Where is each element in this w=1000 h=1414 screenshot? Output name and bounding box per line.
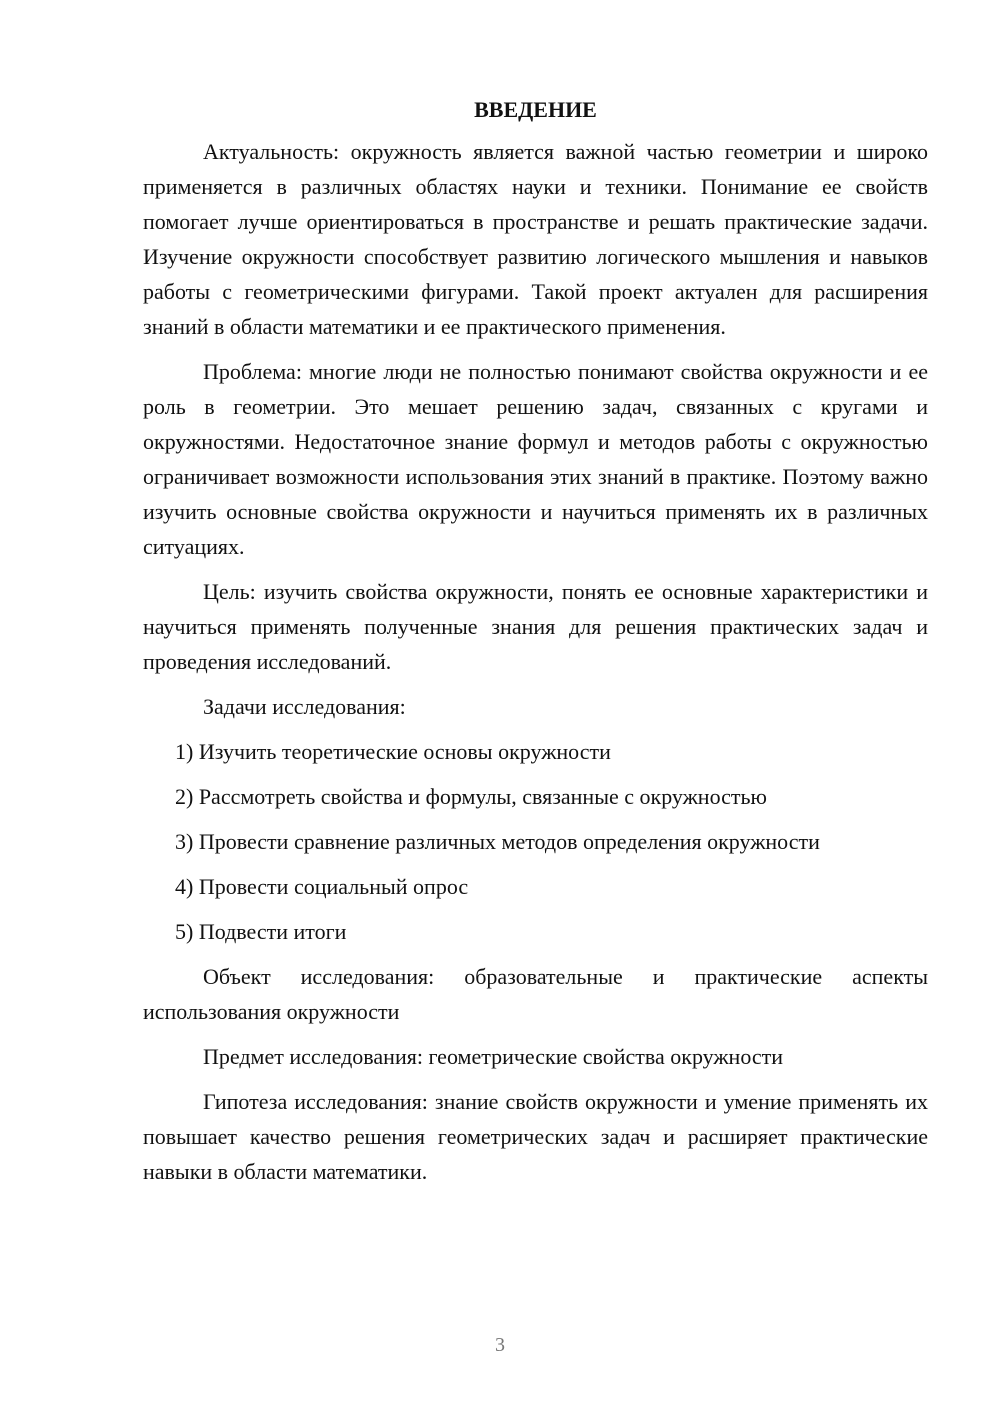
tasks-list (143, 734, 928, 949)
task-item: 5) Подвести итоги (175, 919, 347, 944)
paragraph-goal: Цель: изучить свойства окружности, понять ее основные характеристики и научиться применять полученные знания для решения практических задач и проведения исследований. (143, 579, 928, 674)
task-item: 3) Провести сравнение различных методов определения окружности (175, 829, 820, 854)
task-item: 1) Изучить теоретические основы окружности (175, 739, 611, 764)
task-item: 4) Провести социальный опрос (175, 874, 469, 899)
tasks-heading: Задачи исследования: (203, 694, 406, 719)
page-title: ВВЕДЕНИЕ (474, 97, 597, 122)
paragraph-problem: Проблема: многие люди не полностью понимают свойства окружности и ее роль в геометрии. Это мешает решению задач, связанных с кругами и окружностями. Недостаточное знание формул и методов работы с окружностью ограничивает возможности использования этих знаний в практике. Поэтому важно изучить основные свойства окружности и научиться применять их в различных ситуациях. (143, 359, 928, 559)
paragraph-relevance: Актуальность: окружность является важной частью геометрии и широко применяется в различных областях науки и техники. Понимание ее свойств помогает лучше ориентироваться в пространстве и решать практические задачи. Изучение окружности способствует развитию логического мышления и навыков работы с геометрическими фигурами. Такой проект актуален для расширения знаний в области математики и ее практического применения. (143, 139, 928, 339)
paragraph-subject: Предмет исследования: геометрические свойства окружности (203, 1044, 784, 1069)
page-number: 3 (495, 1334, 505, 1356)
paragraph-hypothesis: Гипотеза исследования: знание свойств окружности и умение применять их повышает качество решения геометрических задач и расширяет практические навыки в области математики. (143, 1089, 928, 1184)
paragraph-object: Объект исследования: образовательные и практические аспекты использования окружности (143, 964, 928, 1024)
task-item: 2) Рассмотреть свойства и формулы, связанные с окружностью (175, 784, 767, 809)
document-page (143, 96, 928, 1189)
